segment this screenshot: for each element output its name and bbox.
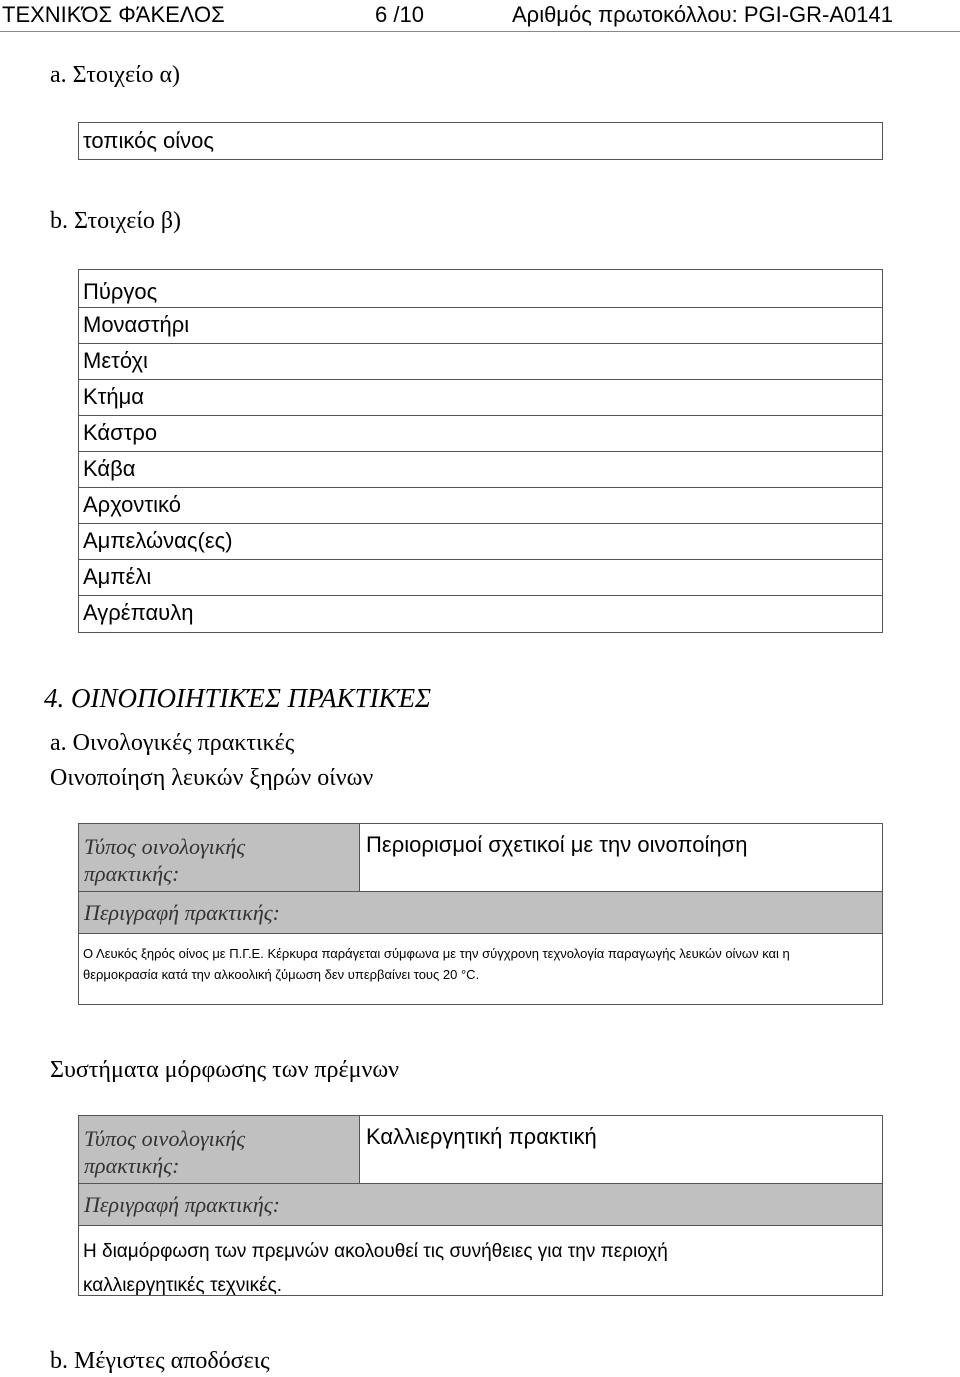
list-item: Μετόχι — [79, 343, 882, 379]
document-title: ΤΕΧΝΙΚΌΣ ΦΆΚΕΛΟΣ — [2, 2, 225, 27]
training-systems-title: Συστήματα μόρφωσης των πρέμνων — [50, 1057, 399, 1083]
description-label: Περιγραφή πρακτικής: — [84, 900, 280, 925]
type-label-cell — [79, 824, 360, 891]
oenological-practices-heading: a. Οινολογικές πρακτικές — [50, 730, 295, 756]
type-label-line1: Τύπος οινολογικής — [84, 834, 246, 859]
description-label-row — [79, 891, 882, 934]
training-type-label-line2: πρακτικής: — [84, 1153, 180, 1178]
max-yields-heading: b. Μέγιστες αποδόσεις — [50, 1348, 270, 1374]
training-table — [78, 1115, 883, 1296]
training-type-label-cell — [79, 1116, 360, 1183]
page-number: 6 /10 — [375, 2, 424, 27]
description-line-2: θερμοκρασία κατά την αλκοολική ζύμωση δεν υπερβαίνει τους 20 °C. — [83, 967, 480, 982]
list-item: Πύργος — [83, 279, 158, 304]
training-description-line-1: Η διαμόρφωση των πρεμνών ακολουθεί τις συνήθειες για την περιοχή — [83, 1241, 668, 1262]
protocol-number: Αριθμός πρωτοκόλλου: PGI-GR-A0141 — [512, 2, 893, 27]
type-value: Περιορισμοί σχετικοί με την οινοποίηση — [366, 832, 748, 857]
section-4-heading: 4. ΟΙΝΟΠΟΙΗΤΙΚΈΣ ΠΡΑΚΤΙΚΈΣ — [44, 683, 432, 713]
element-a-heading: a. Στοιχείο α) — [50, 62, 181, 88]
list-item: Αμπελώνας(ες) — [79, 523, 882, 559]
training-description-line-2: καλλιεργητικές τεχνικές. — [83, 1275, 283, 1296]
type-label-line2: πρακτικής: — [84, 861, 180, 886]
training-type-value: Καλλιεργητική πρακτική — [366, 1124, 597, 1149]
list-item: Κτήμα — [79, 379, 882, 415]
training-description-label: Περιγραφή πρακτικής: — [84, 1192, 280, 1217]
list-item: Κάβα — [79, 451, 882, 487]
training-type-label-line1: Τύπος οινολογικής — [84, 1126, 246, 1151]
winemaking-title: Οινοποίηση λευκών ξηρών οίνων — [50, 765, 374, 791]
list-item: Κάστρο — [79, 415, 882, 451]
description-line-1: Ο Λευκός ξηρός οίνος με Π.Γ.Ε. Κέρκυρα παράγεται σύμφωνα με την σύγχρονη τεχνολογία παραγωγής λευκών οίνων και η — [83, 946, 790, 961]
element-a-value: τοπικός οίνος — [83, 128, 215, 153]
practice-table — [78, 823, 883, 1005]
element-b-heading: b. Στοιχείο β) — [50, 208, 182, 234]
element-b-list — [78, 269, 883, 633]
list-item: Αγρέπαυλη — [79, 595, 882, 632]
list-item: Αμπέλι — [79, 559, 882, 595]
header-divider — [0, 31, 960, 32]
training-description-label-row — [79, 1183, 882, 1226]
list-item: Μοναστήρι — [79, 307, 882, 343]
list-item: Αρχοντικό — [79, 487, 882, 523]
element-a-box — [78, 122, 883, 160]
